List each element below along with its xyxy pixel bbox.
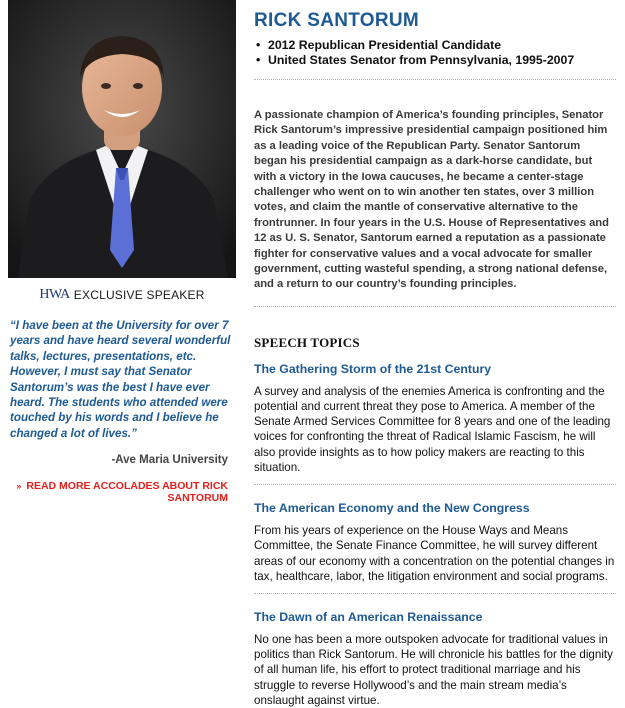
divider	[254, 79, 616, 80]
speech-topics-heading: SPEECH TOPICS	[254, 334, 360, 350]
divider	[254, 306, 616, 307]
exclusive-speaker-label: EXCLUSIVE SPEAKER	[73, 288, 205, 302]
speaker-photo	[8, 0, 236, 278]
speaker-roles	[254, 38, 616, 68]
read-more-accolades-link[interactable]	[8, 480, 236, 504]
speech-topic-description: No one has been a more outspoken advocate for traditional values in politics than Rick Santorum. He will chronicle his battles for the dignity of all human life, his effort to protect traditional marriage and his struggle to reverse Hollywood’s and the main stream media’s onslaught against virtue.	[254, 632, 613, 707]
testimonial-attribution: -Ave Maria University	[111, 454, 228, 467]
speech-topic-title: The Dawn of an American Renaissance	[254, 609, 483, 624]
hwa-logo: HWA	[39, 287, 70, 302]
testimonial-quote: “I have been at the University for over 7 years and have heard several wonderful talks, lectures, presentations, etc. However, I must say that Senator Santorum’s was the best I have ever heard. The students who attended were touched by his words and I believe he changed a lot of lives.”	[10, 319, 231, 440]
role-item: • United States Senator from Pennsylvania, 1995-2007	[254, 53, 616, 68]
speaker-bio: A passionate champion of America’s founding principles, Senator Rick Santorum’s impressive presidential campaign positioned him as a leading voice of the Republican Party. Senator Santorum began his presidential campaign as a dark-horse candidate, but with a victory in the Iowa caucuses, he became a center-stage challenger who went on to win another ten states, over 3 million votes, and claim the mantle of conservative alternative to the frontrunner. In four years in the U.S. House of Representatives and 12 as U. S. Senator, Santorum earned a reputation as a passionate fighter for conservative values and a vocal advocate for smaller government, cutting wasteful spending, a strong national defense, and a return to our country’s founding principles.	[254, 109, 609, 291]
speech-topic-title: The Gathering Storm of the 21st Century	[254, 361, 492, 376]
speech-topic-title: The American Economy and the New Congress	[254, 501, 530, 516]
role-item: • 2012 Republican Presidential Candidate	[254, 38, 616, 53]
speech-topic	[254, 362, 616, 485]
double-chevron-right-icon: »	[16, 481, 22, 492]
speaker-portrait-image	[8, 0, 236, 278]
speech-topic-description: From his years of experience on the House Ways and Means Committee, the Senate Finance Committee, he will survey different areas of our economy with a concentration on the potential changes in tax, healthcare, labor, the litigation environment and social programs.	[254, 524, 615, 583]
read-more-accolades-label: READ MORE ACCOLADES ABOUT RICK SANTORUM	[26, 480, 228, 505]
sidebar	[8, 0, 236, 504]
speech-topic	[254, 610, 616, 708]
speech-topic	[254, 501, 616, 594]
speaker-name: RICK SANTORUM	[254, 10, 420, 31]
divider	[254, 484, 616, 485]
divider	[254, 593, 616, 594]
exclusive-speaker-badge	[8, 287, 236, 303]
speech-topic-description: A survey and analysis of the enemies America is confronting and the potential and current threat they pose to America. A member of the Senate Armed Services Committee for 8 years and one of the leading voices for confronting the threat of Radical Islamic Fascism, he will also provide insights as to how policy makers are reacting to this situation.	[254, 384, 611, 474]
main-content	[254, 10, 616, 708]
